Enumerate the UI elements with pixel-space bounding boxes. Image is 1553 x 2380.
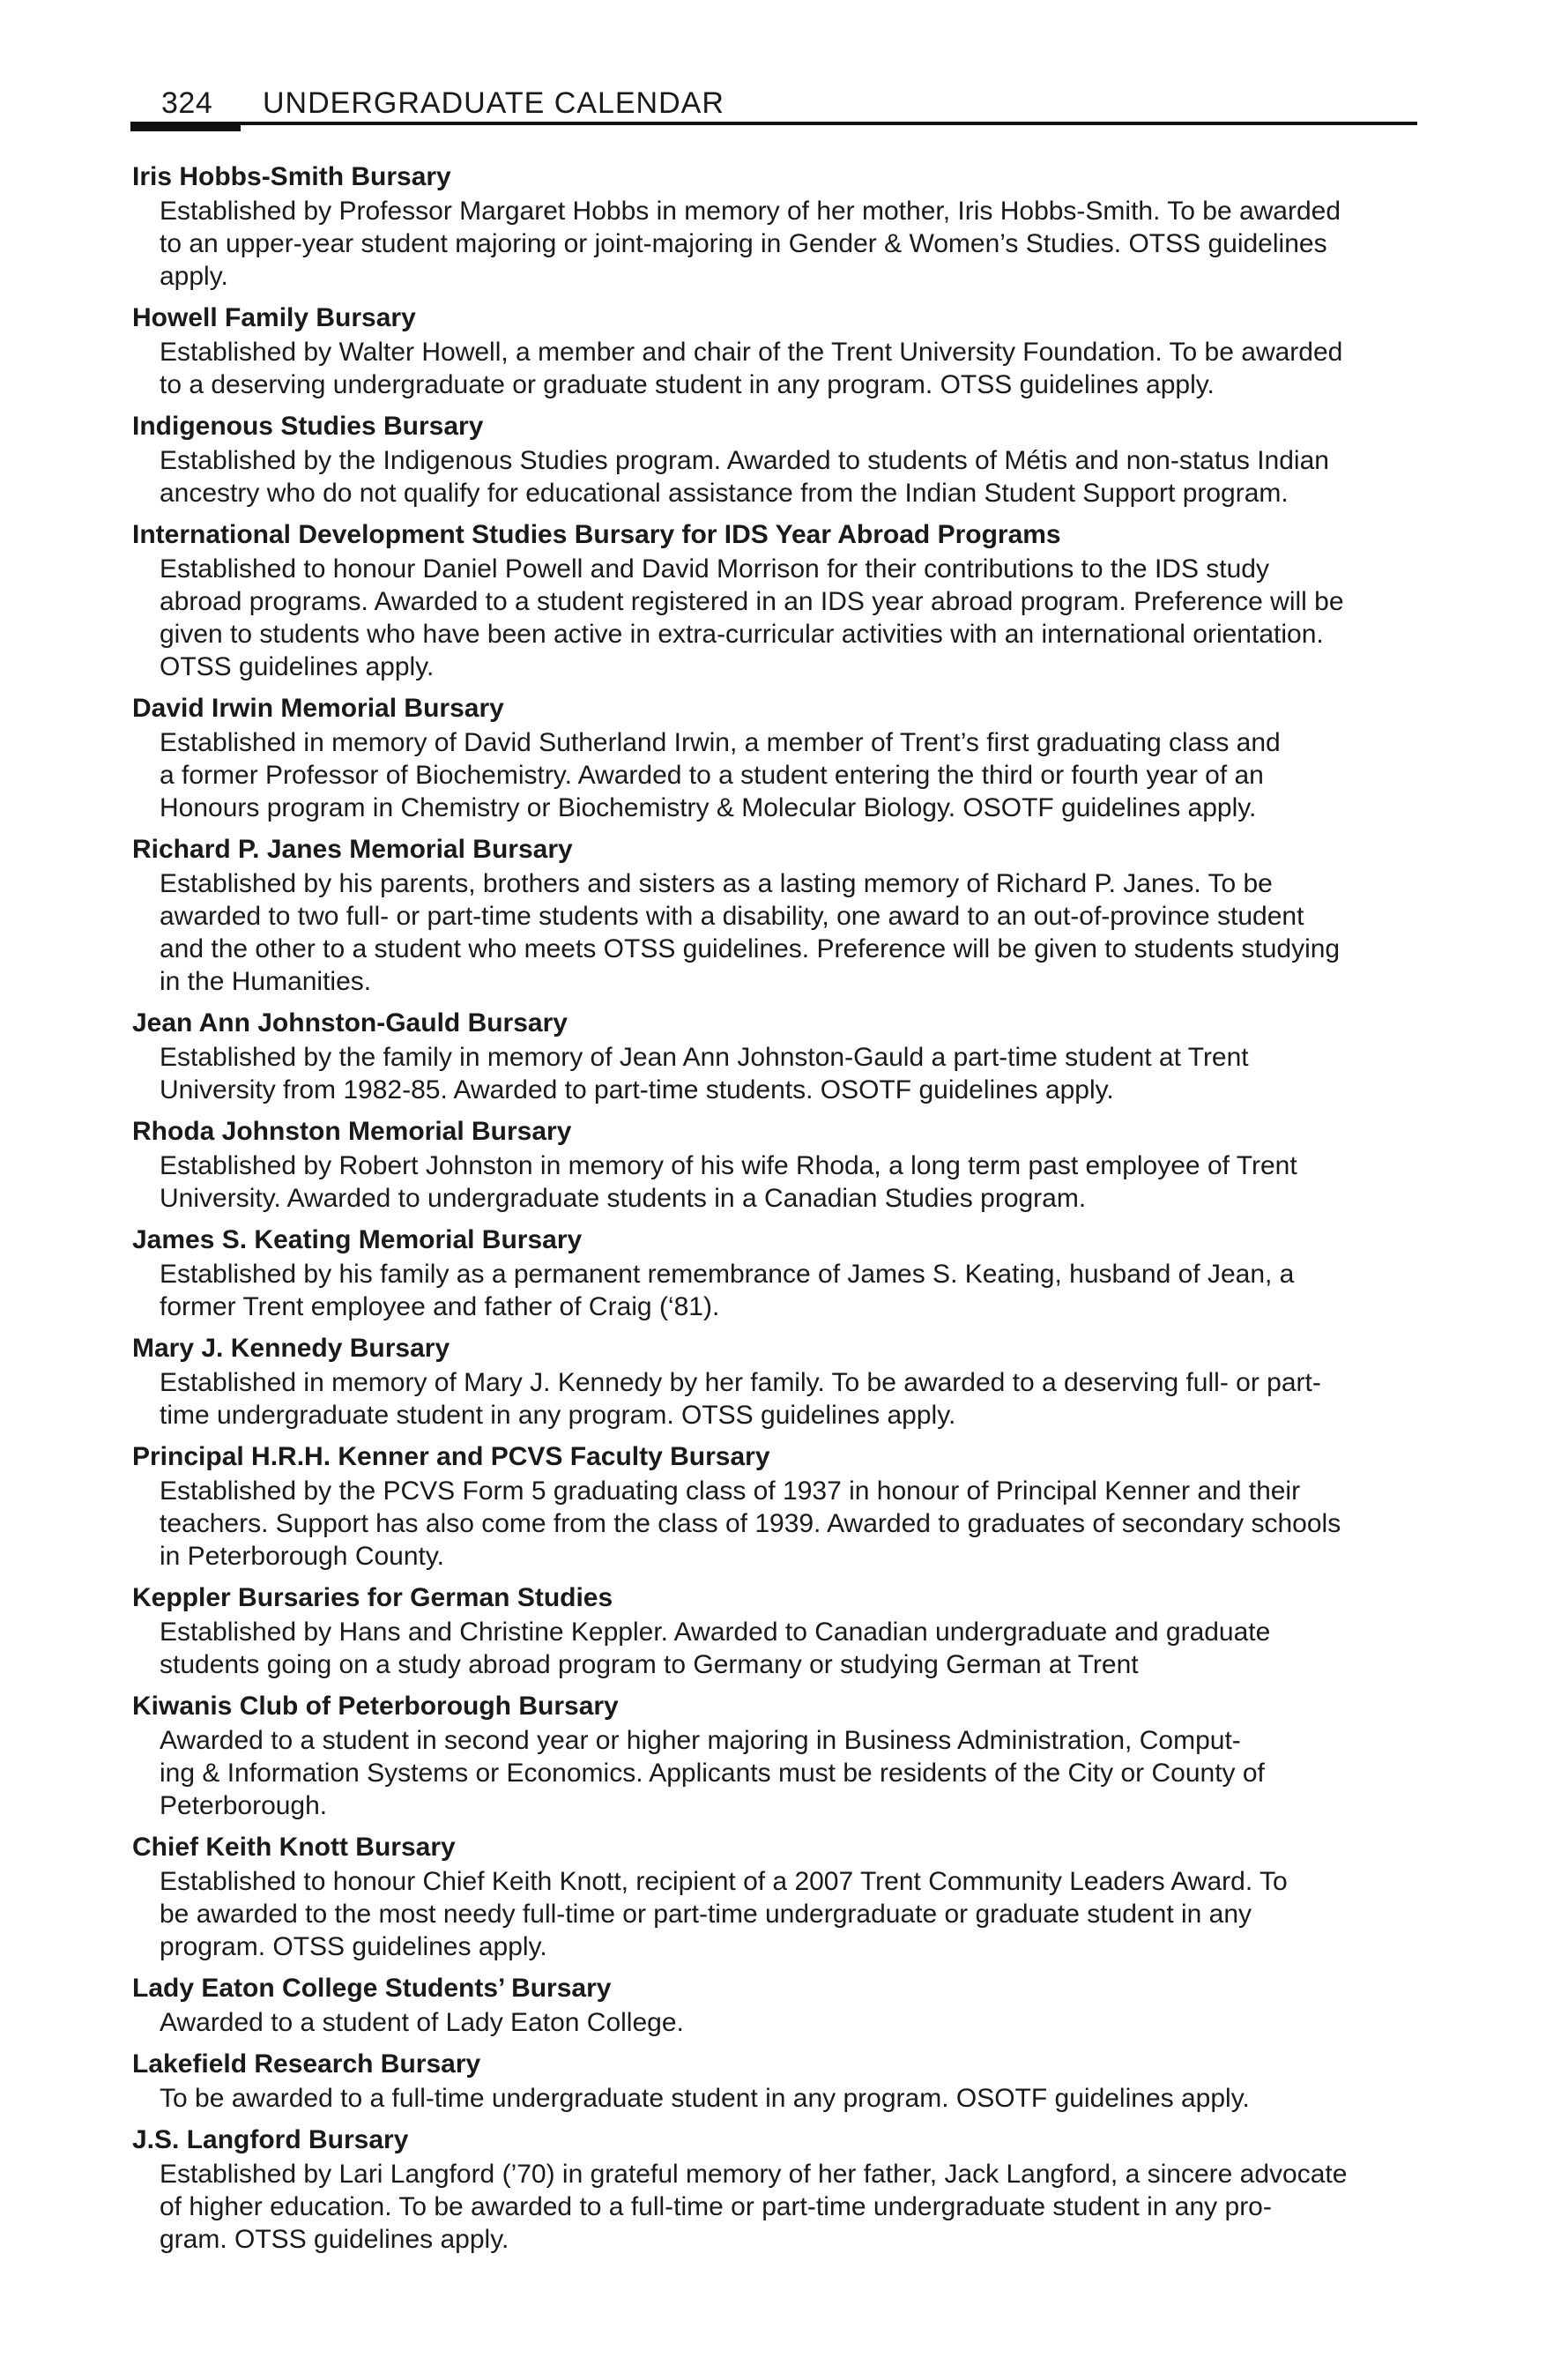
- bursary-entry: [132, 1007, 1421, 1106]
- description-line: teachers. Support has also come from the class of 1939. Awarded to graduates of secondary schools: [160, 1509, 1341, 1538]
- description-line: to a deserving undergraduate or graduate student in any program. OTSS guidelines apply.: [160, 370, 1215, 399]
- description-line: University. Awarded to undergraduate students in a Canadian Studies program.: [160, 1184, 1087, 1213]
- bursary-description: [132, 1616, 1421, 1681]
- bursary-list: [132, 160, 1421, 2265]
- description-line: ing & Information Systems or Economics. Applicants must be residents of the City or County of: [160, 1759, 1265, 1788]
- description-line: Established by the PCVS Form 5 graduating class of 1937 in honour of Principal Kenner and their: [160, 1476, 1301, 1506]
- bursary-title: Rhoda Johnston Memorial Bursary: [132, 1117, 572, 1146]
- description-line: to an upper-year student majoring or joint-majoring in Gender & Women’s Studies. OTSS guidelines: [160, 229, 1327, 258]
- bursary-entry: [132, 301, 1421, 401]
- bursary-description: [132, 1258, 1421, 1323]
- bursary-entry: [132, 833, 1421, 998]
- bursary-title: Lakefield Research Bursary: [132, 2049, 481, 2079]
- description-line: apply.: [160, 262, 228, 291]
- description-line: Established by the family in memory of Jean Ann Johnston-Gauld a part-time student at Trent: [160, 1043, 1249, 1072]
- bursary-title: Chief Keith Knott Bursary: [132, 1833, 456, 1862]
- bursary-title: Keppler Bursaries for German Studies: [132, 1583, 613, 1612]
- description-line: Established by Hans and Christine Keppler. Awarded to Canadian undergraduate and graduate: [160, 1618, 1271, 1647]
- bursary-title: David Irwin Memorial Bursary: [132, 694, 504, 723]
- bursary-description: [132, 444, 1421, 509]
- description-line: be awarded to the most needy full-time or part-time undergraduate or graduate student in any: [160, 1900, 1252, 1929]
- description-line: given to students who have been active in extra-curricular activities with an international orientation.: [160, 620, 1324, 649]
- bursary-entry: [132, 1440, 1421, 1573]
- bursary-title: Richard P. Janes Memorial Bursary: [132, 835, 573, 864]
- bursary-description: [132, 1366, 1421, 1432]
- bursary-entry: [132, 1223, 1421, 1323]
- bursary-description: [132, 1149, 1421, 1215]
- bursary-entry: [132, 2123, 1421, 2256]
- bursary-description: [132, 1041, 1421, 1106]
- description-line: Established to honour Daniel Powell and David Morrison for their contributions to the IDS study: [160, 554, 1269, 584]
- bursary-title: Jean Ann Johnston-Gauld Bursary: [132, 1008, 568, 1038]
- bursary-description: [132, 2082, 1421, 2115]
- bursary-description: [132, 867, 1421, 998]
- bursary-entry: [132, 1581, 1421, 1681]
- bursary-description: [132, 1475, 1421, 1573]
- description-line: ancestry who do not qualify for educational assistance from the Indian Student Support program.: [160, 479, 1289, 508]
- description-line: Established by Lari Langford (’70) in grateful memory of her father, Jack Langford, a sincere advocate: [160, 2160, 1348, 2189]
- bursary-title: J.S. Langford Bursary: [132, 2125, 409, 2154]
- description-line: Established to honour Chief Keith Knott, recipient of a 2007 Trent Community Leaders Award. To: [160, 1867, 1288, 1896]
- description-line: University from 1982-85. Awarded to part-time students. OSOTF guidelines apply.: [160, 1075, 1114, 1104]
- bursary-entry: [132, 1831, 1421, 1963]
- description-line: Awarded to a student of Lady Eaton College.: [160, 2008, 684, 2037]
- description-line: Established by his family as a permanent remembrance of James S. Keating, husband of Jean, a: [160, 1260, 1295, 1289]
- bursary-entry: [132, 410, 1421, 509]
- bursary-entry: [132, 1115, 1421, 1215]
- bursary-entry: [132, 1332, 1421, 1432]
- bursary-entry: [132, 1972, 1421, 2039]
- description-line: time undergraduate student in any program. OTSS guidelines apply.: [160, 1401, 956, 1430]
- bursary-title: Iris Hobbs-Smith Bursary: [132, 162, 451, 191]
- description-line: a former Professor of Biochemistry. Awarded to a student entering the third or fourth year of an: [160, 761, 1264, 790]
- bursary-description: [132, 553, 1421, 683]
- bursary-title: James S. Keating Memorial Bursary: [132, 1225, 583, 1254]
- page-number: 324: [161, 86, 213, 120]
- bursary-description: [132, 195, 1421, 293]
- description-line: abroad programs. Awarded to a student registered in an IDS year abroad program. Preference will be: [160, 587, 1344, 616]
- bursary-title: International Development Studies Bursary for IDS Year Abroad Programs: [132, 520, 1061, 549]
- page-header: [130, 78, 1417, 130]
- bursary-title: Lady Eaton College Students’ Bursary: [132, 1974, 612, 2003]
- description-line: and the other to a student who meets OTSS guidelines. Preference will be given to students studying: [160, 934, 1341, 963]
- description-line: Awarded to a student in second year or higher majoring in Business Administration, Comput-: [160, 1726, 1241, 1755]
- description-line: Established by his parents, brothers and sisters as a lasting memory of Richard P. Janes. To be: [160, 869, 1273, 898]
- description-line: Established in memory of David Sutherland Irwin, a member of Trent’s first graduating class and: [160, 728, 1281, 757]
- running-title: UNDERGRADUATE CALENDAR: [263, 86, 724, 120]
- description-line: To be awarded to a full-time undergraduate student in any program. OSOTF guidelines apply.: [160, 2084, 1250, 2113]
- bursary-title: Principal H.R.H. Kenner and PCVS Faculty Bursary: [132, 1442, 770, 1471]
- description-line: Established by the Indigenous Studies program. Awarded to students of Métis and non-status Indian: [160, 446, 1329, 475]
- header-rule: [130, 122, 1417, 125]
- bursary-description: [132, 726, 1421, 824]
- description-line: of higher education. To be awarded to a full-time or part-time undergraduate student in any pro-: [160, 2192, 1272, 2221]
- header-rule-tab: [130, 122, 241, 131]
- bursary-title: Indigenous Studies Bursary: [132, 412, 484, 441]
- bursary-title: Mary J. Kennedy Bursary: [132, 1334, 450, 1363]
- bursary-entry: [132, 1690, 1421, 1822]
- description-line: OTSS guidelines apply.: [160, 652, 435, 681]
- description-line: Established in memory of Mary J. Kennedy by her family. To be awarded to a deserving full- or part-: [160, 1368, 1321, 1397]
- description-line: Established by Robert Johnston in memory of his wife Rhoda, a long term past employee of Trent: [160, 1151, 1297, 1180]
- bursary-description: [132, 2158, 1421, 2256]
- description-line: in the Humanities.: [160, 967, 372, 996]
- bursary-entry: [132, 160, 1421, 293]
- bursary-description: [132, 1865, 1421, 1963]
- description-line: Peterborough.: [160, 1791, 328, 1820]
- description-line: students going on a study abroad program to Germany or studying German at Trent: [160, 1650, 1139, 1679]
- description-line: program. OTSS guidelines apply.: [160, 1932, 547, 1961]
- description-line: awarded to two full- or part-time students with a disability, one award to an out-of-province student: [160, 902, 1304, 931]
- description-line: Established by Walter Howell, a member and chair of the Trent University Foundation. To be awarded: [160, 338, 1343, 367]
- bursary-description: [132, 336, 1421, 401]
- description-line: Established by Professor Margaret Hobbs in memory of her mother, Iris Hobbs-Smith. To be awarded: [160, 197, 1341, 226]
- bursary-entry: [132, 2048, 1421, 2115]
- bursary-entry: [132, 518, 1421, 683]
- description-line: former Trent employee and father of Craig (‘81).: [160, 1292, 720, 1321]
- description-line: gram. OTSS guidelines apply.: [160, 2225, 509, 2254]
- description-line: in Peterborough County.: [160, 1542, 444, 1571]
- bursary-entry: [132, 692, 1421, 824]
- bursary-description: [132, 1724, 1421, 1822]
- bursary-description: [132, 2006, 1421, 2039]
- description-line: Honours program in Chemistry or Biochemistry & Molecular Biology. OSOTF guidelines apply.: [160, 793, 1257, 822]
- bursary-title: Kiwanis Club of Peterborough Bursary: [132, 1692, 619, 1721]
- bursary-title: Howell Family Bursary: [132, 303, 416, 332]
